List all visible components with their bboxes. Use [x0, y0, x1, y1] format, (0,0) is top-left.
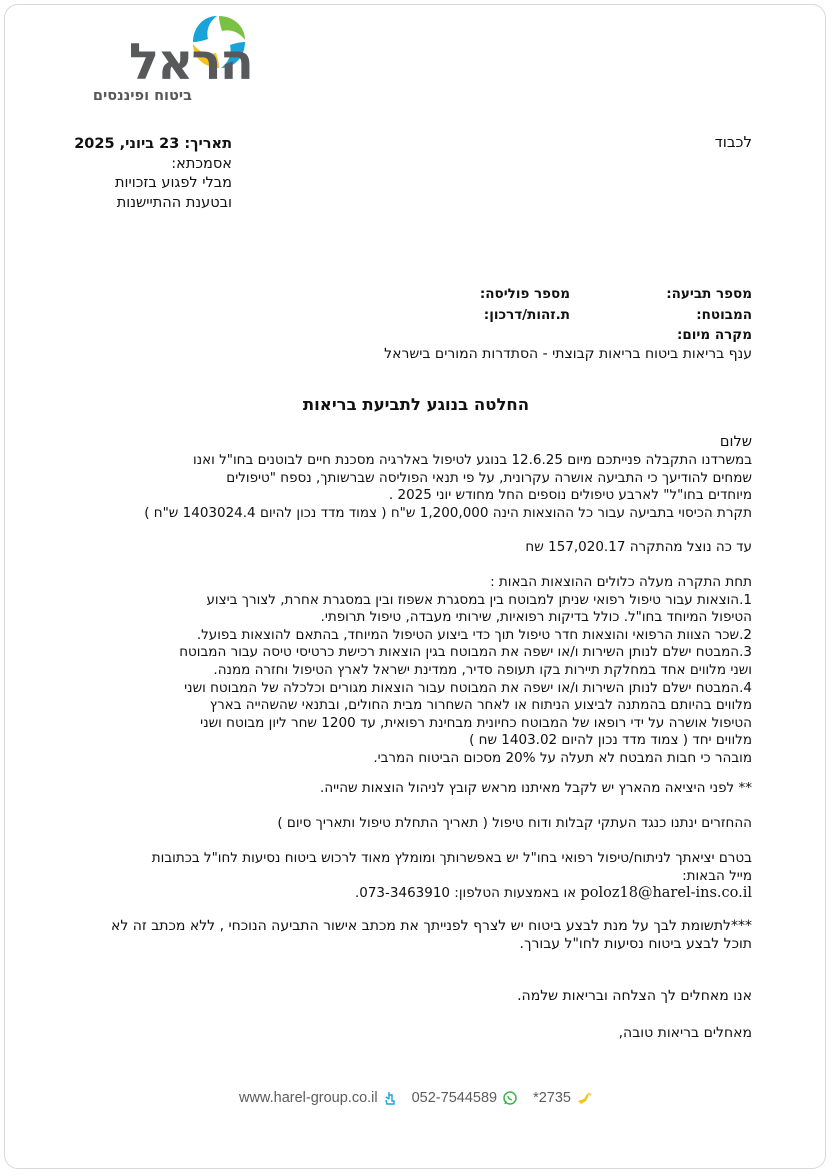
logo-wordmark: הראל — [128, 33, 252, 91]
document-title: החלטה בנוגע לתביעת בריאות — [302, 395, 530, 414]
refunds-note: ההחזרים ינתנו כנגד העתקי קבלות ודוח טיפול ( תאריך התחלת טיפול ותאריך סיום ) — [277, 815, 752, 831]
list-item: 2.שכר הצוות הרפואי והוצאות חדר טיפול תוך כדי ביצוע הטיפול המיוחד, בהתאם להוצאות בפועל. — [196, 626, 752, 643]
paragraph-line: ***לתשומת לבך על מנת לבצע ביטוח יש לצרף לפנייתך את מכתב אישור התביעה הנוכחי , ללא מכתב זה לא — [110, 918, 752, 934]
policy-number-label: מספר פוליסה: — [479, 286, 570, 302]
list-item: הטיפול אושרה על ידי רופאו של המבוטח כחיונית מבחינת רפואית, עד 1200 שחר ליון מבוטח ושני — [200, 714, 752, 731]
contact-phone-text: או באמצעות הטלפון: 073-3463910. — [354, 885, 577, 902]
greeting: שלום — [719, 434, 752, 450]
footer-star-number[interactable]: *2735 — [533, 1090, 571, 1106]
case-date-label: מקרה מיום: — [677, 327, 752, 343]
id-passport-label: ת.זהות/דרכון: — [483, 307, 570, 323]
attention-paragraph — [80, 918, 752, 953]
without-prejudice-line-1: מבלי לפגוע בזכויות — [115, 175, 232, 191]
footer-contact-bar — [0, 1088, 832, 1108]
without-prejudice-line-2: ובטענת ההתיישנות — [116, 194, 232, 211]
footer-website-link[interactable]: www.harel-group.co.il — [238, 1090, 378, 1106]
included-expenses-list — [80, 574, 752, 768]
paragraph-line: מיוחדים בחו"ל" לארבע טיפולים נוספים החל מחודש יוני 2025 . — [388, 487, 752, 504]
paragraph-line: תוכל לבצע ביטוח נסיעות לחו"ל עבורך. — [519, 935, 752, 952]
letter-header-info — [52, 135, 232, 213]
contact-email-link[interactable]: poloz18@harel-ins.co.il — [580, 885, 752, 902]
claim-number-label: מספר תביעה: — [666, 286, 752, 302]
list-item: מובהר כי חבות המבטח לא תעלה על 20% מסכום הביטוח המרבי. — [373, 749, 752, 766]
used-amount-line: עד כה נוצל מהתקרה 157,020.17 שח — [525, 539, 752, 555]
harel-logo — [72, 12, 252, 102]
paragraph-line: בטרם יציאתך לניתוח/טיפול רפואי בחו"ל יש באפשרותך ומומלץ מאוד לרכוש ביטוח נסיעות לחו"ל בכתובות — [151, 850, 752, 866]
footer-whatsapp-number[interactable]: 052-7544589 — [411, 1090, 498, 1106]
insured-label: המבוטח: — [696, 307, 752, 323]
whatsapp-icon — [503, 1091, 517, 1105]
list-item: 3.המבטח ישלם לנותן השירות ו/או ישפה את המבוטח בגין הוצאות רכישת כרטיסי טיסה עבור המבוטח — [179, 644, 752, 661]
reference-label: אסמכתא: — [171, 155, 232, 172]
list-item: 4.המבטח ישלם לנותן השירות ו/או ישפה את המבוטח עבור הוצאות מגורים וכלכלה של המבוטח ושני — [184, 679, 752, 696]
pre-departure-note: ** לפני היציאה מהארץ יש לקבל מאיתנו מראש קובץ לניהול הוצאות שהייה. — [320, 780, 752, 796]
paragraph-line: שמחים להודיעך כי התביעה אושרה עקרונית, על פי תנאי הפוליסה שברשותך, נספח "טיפולים — [226, 469, 752, 486]
letter-date: תאריך: 23 ביוני, 2025 — [74, 136, 232, 152]
wish-line: אנו מאחלים לך הצלחה ובריאות שלמה. — [517, 988, 752, 1004]
coverage-ceiling-line: תקרת הכיסוי בתביעה עבור כל ההוצאות הינה 1,200,000 ש"ח ( צמוד מדד נכון להיום 1403024.4 ש"ח ) — [144, 504, 752, 521]
list-heading: תחת התקרה מעלה כלולים ההוצאות הבאות : — [490, 574, 752, 590]
list-item: ושני מלווים אחד במחלקת תיירות בקו תעופה סדיר, ממדינת ישראל לארץ הטיפול וחזרה ממנה. — [213, 661, 752, 678]
contact-line — [80, 885, 752, 903]
list-item: מלווים בהיותם בהמתנה לביצוע הניתוח או לאחר השחרור מבית החולים, ובתנאי שהשהייה בארץ — [209, 697, 752, 714]
list-item: 1.הוצאות עבור טיפול רפואי שניתן למבוטח בין במסגרת אשפוז ובין במסגרת אחרת, לצורך ביצוע — [206, 591, 752, 608]
list-item: מלווים יחד ( צמוד מדד נכון להיום 1403.02 שח ) — [469, 732, 752, 749]
closing-line: מאחלים בריאות טובה, — [618, 1025, 752, 1041]
paragraph-line: במשרדנו התקבלה פנייתכם מיום 12.6.25 בנוגע לטיפול באלרגיה מסכנת חיים לבוטנים בחו"ל ואנו — [193, 452, 752, 468]
list-item: הטיפול המיוחד בחו"ל. כולל בדיקות רפואיות, שירותי מעבדה, טיפול תרופתי. — [320, 609, 752, 626]
touch-icon — [384, 1091, 396, 1105]
branch-line: ענף בריאות ביטוח בריאות קבוצתי - הסתדרות המורים בישראל — [384, 346, 752, 362]
logo-tagline: ביטוח ופיננסים — [92, 88, 192, 104]
phone-handset-icon — [577, 1092, 593, 1104]
recipient-line: לכבוד — [714, 133, 752, 151]
travel-insurance-paragraph — [80, 850, 752, 903]
paragraph-line: מייל הבאות: — [682, 867, 752, 884]
approval-paragraph — [80, 452, 752, 522]
